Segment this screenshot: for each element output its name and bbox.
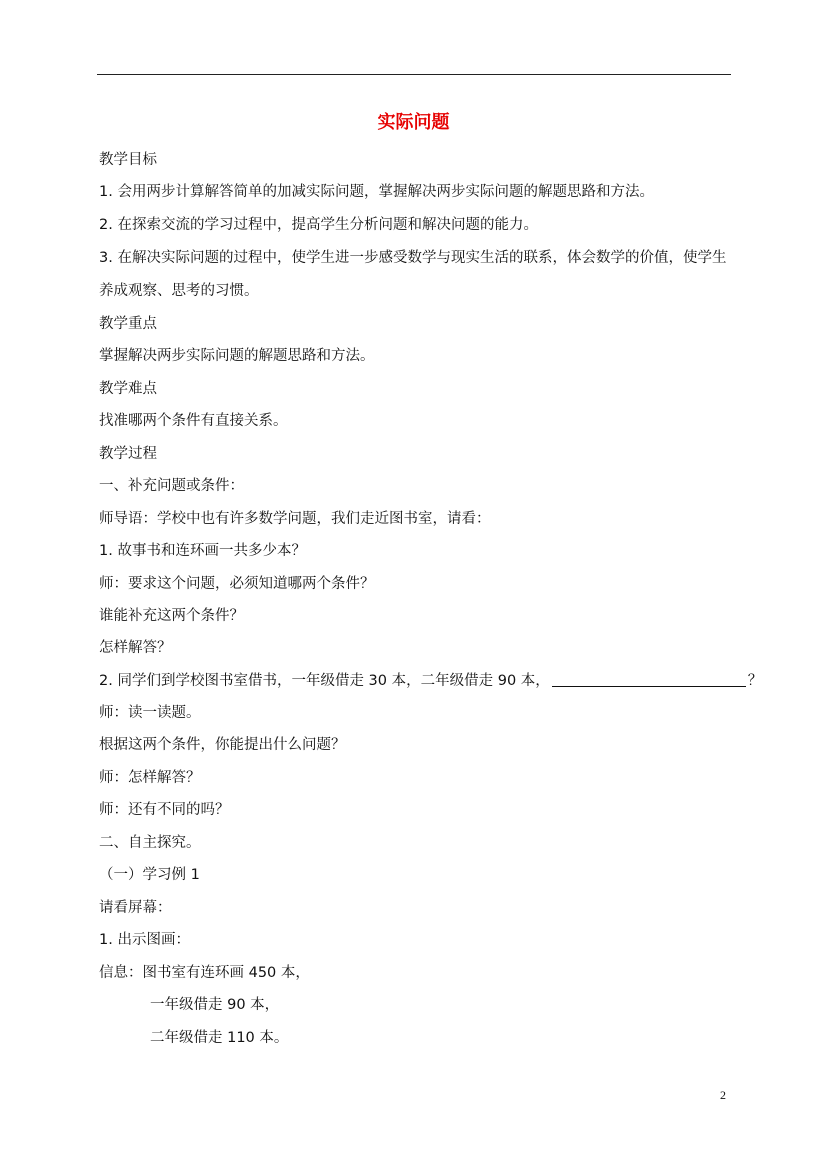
goal-item-3: 3. 在解决实际问题的过程中，使学生进一步感受数学与现实生活的联系，体会数学的价值，使学生	[99, 250, 727, 266]
heading-difficulties: 教学难点	[99, 381, 157, 397]
question-1: 1. 故事书和连环画一共多少本？	[99, 543, 306, 559]
teacher-other-ways: 师：还有不同的吗？	[99, 802, 230, 818]
document-title: 实际问题	[377, 112, 450, 133]
question-2	[99, 672, 762, 690]
answer-blank	[552, 672, 746, 687]
teacher-question: 师：要求这个问题，必须知道哪两个条件？	[99, 576, 375, 592]
prompt-supplement: 谁能补充这两个条件？	[99, 608, 244, 624]
heading-key-points: 教学重点	[99, 316, 157, 332]
example-1-heading: （一）学习例 1	[99, 867, 200, 883]
question-2-mark: ？	[747, 673, 763, 689]
section-2-heading: 二、自主探究。	[99, 835, 201, 851]
key-points-text: 掌握解决两步实际问题的解题思路和方法。	[99, 348, 375, 364]
question-2-text: 2. 同学们到学校图书室借书，一年级借走 30 本，二年级借走 90 本，	[99, 673, 550, 689]
screen-prompt: 请看屏幕：	[99, 900, 172, 916]
teacher-how-solve: 师：怎样解答？	[99, 770, 201, 786]
page-number: 2	[720, 1088, 726, 1102]
goal-item-3-continued: 养成观察、思考的习惯。	[99, 283, 259, 299]
heading-teaching-goals: 教学目标	[99, 152, 157, 168]
difficulties-text: 找准哪两个条件有直接关系。	[99, 413, 288, 429]
teacher-intro: 师导语：学校中也有许多数学问题，我们走近图书室，请看：	[99, 511, 491, 527]
prompt-ask-question: 根据这两个条件，你能提出什么问题？	[99, 737, 346, 753]
goal-item-1: 1. 会用两步计算解答简单的加减实际问题，掌握解决两步实际问题的解题思路和方法。	[99, 184, 654, 200]
heading-teaching-process: 教学过程	[99, 446, 157, 462]
teacher-read: 师：读一读题。	[99, 705, 201, 721]
goal-item-2: 2. 在探索交流的学习过程中，提高学生分析问题和解决问题的能力。	[99, 217, 538, 233]
prompt-how-solve: 怎样解答？	[99, 640, 172, 656]
header-rule	[97, 74, 731, 75]
info-line-1: 信息：图书室有连环画 450 本，	[99, 965, 310, 981]
info-line-2: 一年级借走 90 本，	[150, 997, 280, 1013]
section-1-heading: 一、补充问题或条件：	[99, 478, 244, 494]
info-line-3: 二年级借走 110 本。	[150, 1030, 289, 1046]
show-picture: 1. 出示图画：	[99, 932, 190, 948]
